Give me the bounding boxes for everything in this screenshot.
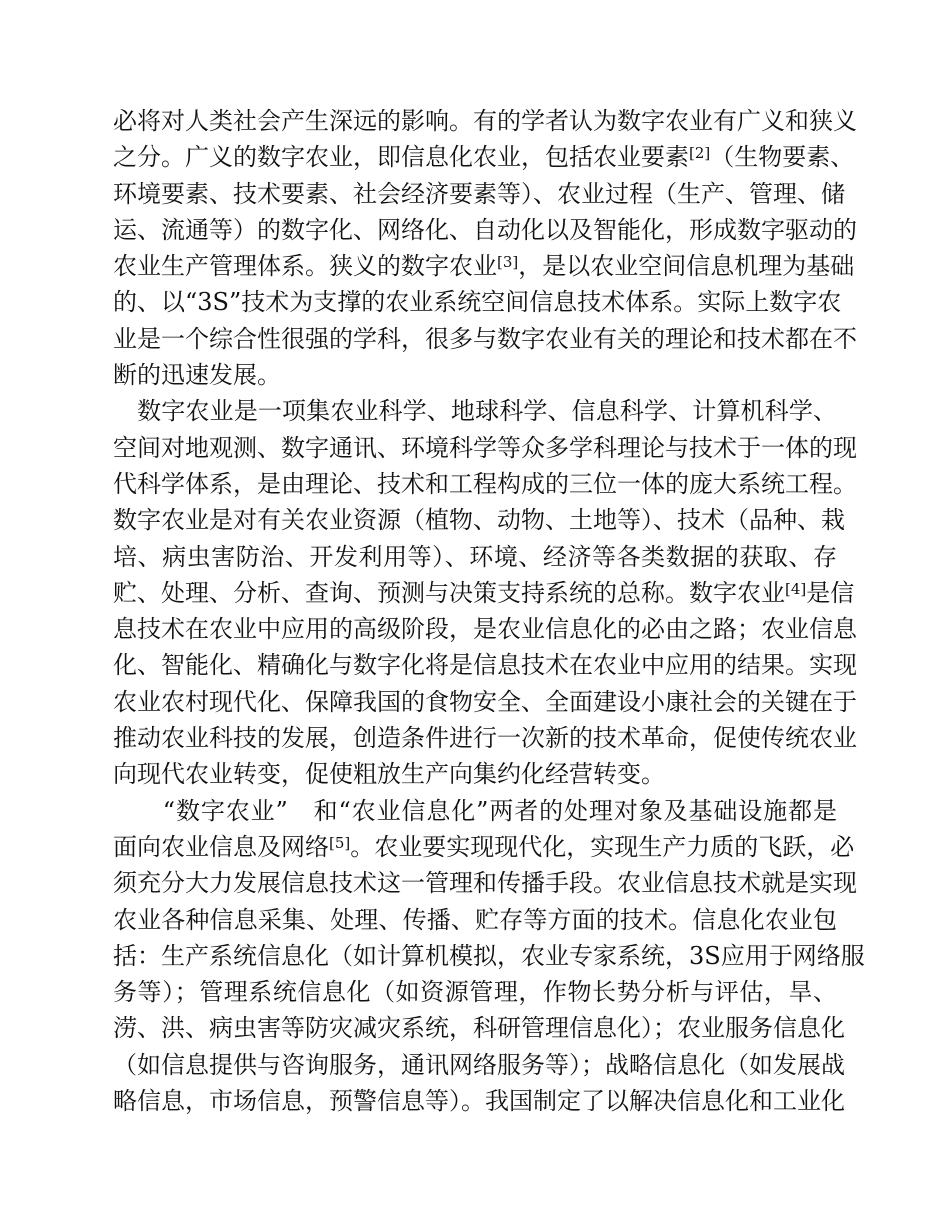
text-line: 农业农村现代化、保障我国的食物安全、全面建设小康社会的关键在于	[113, 687, 857, 716]
citation-ref: [3]	[497, 253, 519, 272]
text-line: 涝、洪、病虫害等防灾减灾系统，科研管理信息化）；农业服务信息化	[113, 1014, 845, 1043]
text-line: 息技术在农业中应用的高级阶段，是农业信息化的必由之路；农业信息	[113, 615, 857, 644]
text-line: 培、病虫害防治、开发利用等）、环境、经济等各类数据的获取、存	[113, 542, 837, 571]
text-line: 化、智能化、精确化与数字化将是信息技术在农业中应用的结果。实现	[113, 651, 857, 680]
citation-ref: [2]	[689, 144, 711, 163]
text-line: 数字农业是一项集农业科学、地球科学、信息科学、计算机科学、	[113, 397, 837, 426]
text-line: 农业各种信息采集、处理、传播、贮存等方面的技术。信息化农业包	[113, 905, 837, 934]
text-line: 贮、处理、分析、查询、预测与决策支持系统的总称。数字农业[4]是信	[113, 578, 855, 607]
text-line: 数字农业是对有关农业资源（植物、动物、土地等）、技术（品种、栽	[113, 506, 845, 535]
text-line: （如信息提供与咨询服务，通讯网络服务等）；战略信息化（如发展战	[113, 1050, 845, 1079]
text-line: 务等）；管理系统信息化（如资源管理，作物长势分析与评估，旱、	[113, 978, 837, 1007]
text-line: 之分。广义的数字农业，即信息化农业，包括农业要素[2]（生物要素、	[113, 143, 855, 172]
text-line: 代科学体系，是由理论、技术和工程构成的三位一体的庞大系统工程。	[113, 469, 857, 498]
text-line: 运、流通等）的数字化、网络化、自动化以及智能化，形成数字驱动的	[113, 215, 857, 244]
text-line: 空间对地观测、数字通讯、环境科学等众多学科理论与技术于一体的现	[113, 433, 857, 462]
text-line: 向现代农业转变，促使粗放生产向集约化经营转变。	[113, 760, 665, 789]
text-line: 农业生产管理体系。狭义的数字农业[3]，是以农业空间信息机理为基础	[113, 252, 855, 281]
text-line: 必将对人类社会产生深远的影响。有的学者认为数字农业有广义和狭义	[113, 107, 857, 135]
text-line: 断的迅速发展。	[113, 361, 281, 390]
text-line: 业是一个综合性很强的学科，很多与数字农业有关的理论和技术都在不	[113, 324, 857, 353]
text-line: 须充分大力发展信息技术这一管理和传播手段。农业信息技术就是实现	[113, 869, 857, 898]
text-line: 略信息，市场信息，预警信息等）。我国制定了以解决信息化和工业化	[113, 1087, 845, 1116]
citation-ref: [4]	[785, 579, 807, 598]
text-line: “数字农业” 和“农业信息化”两者的处理对象及基础设施都是	[113, 796, 837, 825]
text-line: 推动农业科技的发展，创造条件进行一次新的技术革命，促使传统农业	[113, 724, 857, 753]
text-line: 环境要素、技术要素、社会经济要素等）、农业过程（生产、管理、储	[113, 179, 845, 208]
citation-ref: [5]	[329, 833, 351, 852]
body-text	[113, 103, 865, 1119]
text-line: 面向农业信息及网络[5]。农业要实现现代化，实现生产力质的飞跃，必	[113, 832, 855, 861]
text-line: 括：生产系统信息化（如计算机模拟，农业专家系统，3S应用于网络服	[113, 941, 865, 970]
text-line: 的、以“3S”技术为支撑的农业系统空间信息技术体系。实际上数字农	[113, 288, 842, 317]
